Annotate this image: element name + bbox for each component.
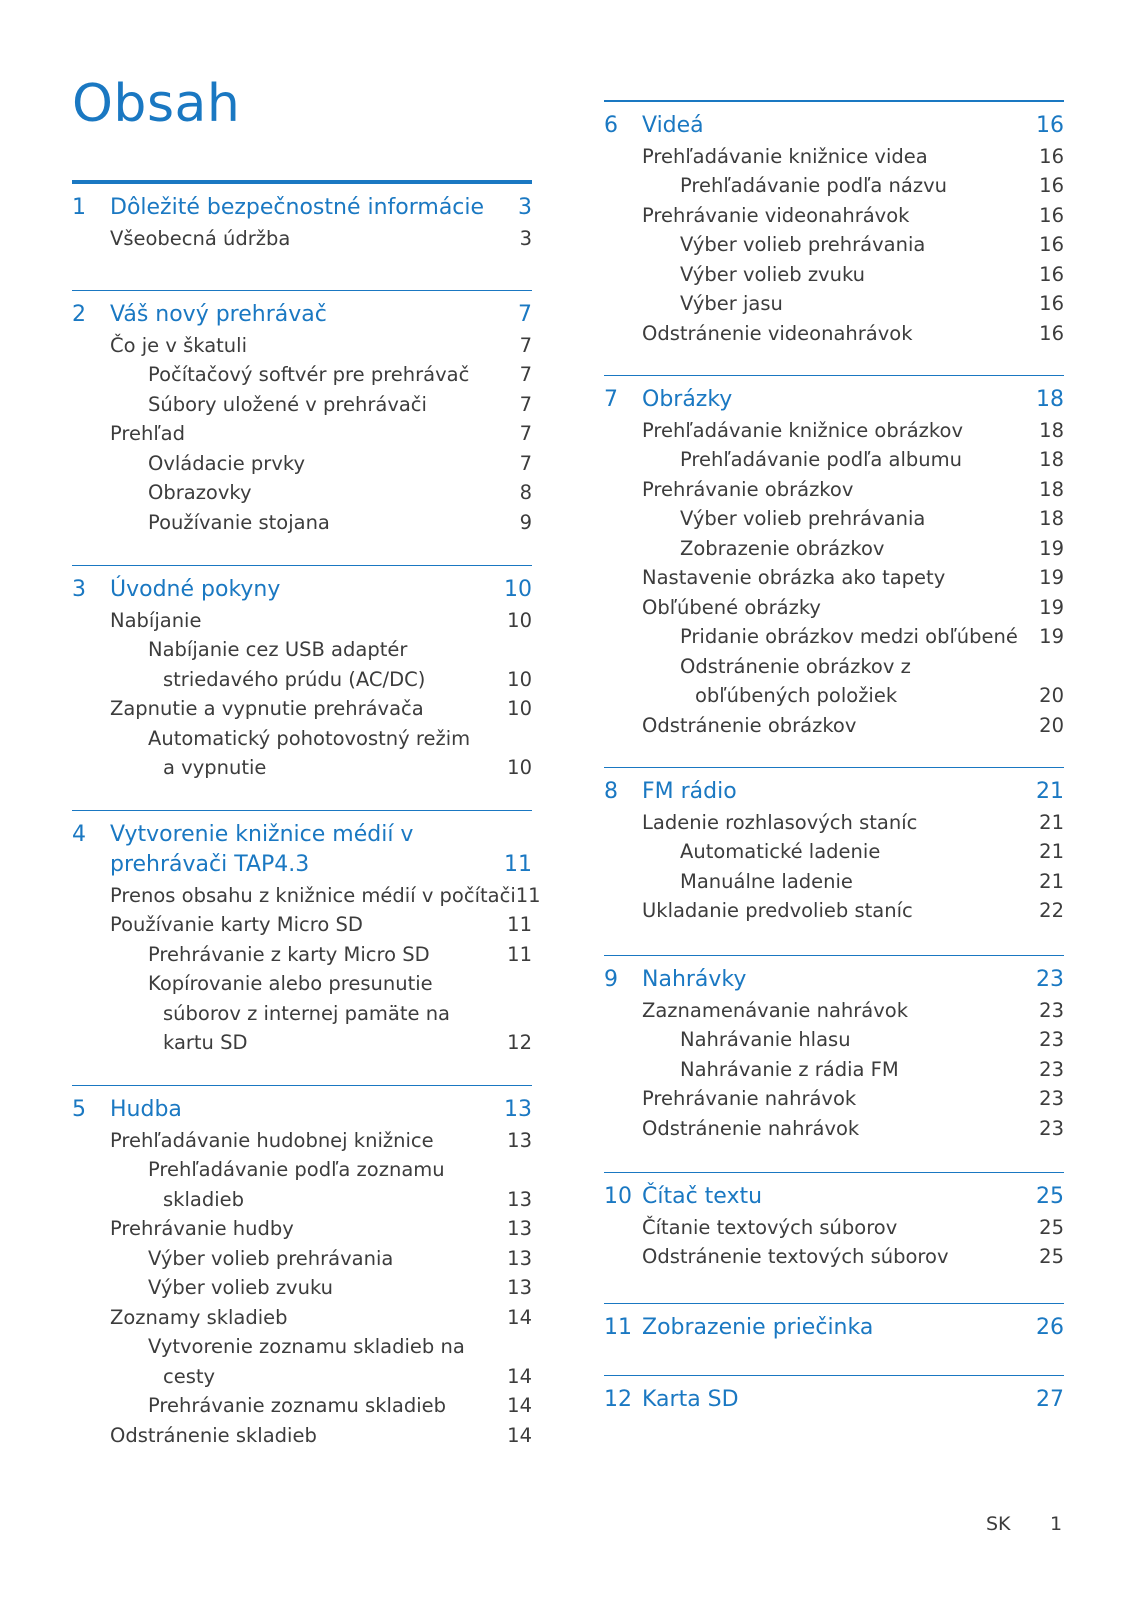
toc-entry[interactable] <box>604 804 1064 834</box>
toc-entry-title: Nastavenie obrázka ako tapety <box>642 566 946 589</box>
chapter-title: Obrázky <box>642 387 733 412</box>
toc-entry[interactable] <box>604 707 1064 737</box>
chapter-number: 3 <box>72 577 86 602</box>
chapter-page-number: 27 <box>1036 1387 1064 1412</box>
toc-subentry-title: a vypnutie <box>163 756 267 779</box>
toc-subentry-title: Používanie stojana <box>148 510 330 534</box>
toc-entry-page-number: 8 <box>519 481 532 504</box>
toc-entry-page-number: 10 <box>507 667 532 691</box>
chapter-title: FM rádio <box>642 779 737 804</box>
toc-entry-page-number: 23 <box>1039 1087 1064 1110</box>
toc-section <box>72 290 532 534</box>
toc-entry[interactable] <box>72 1417 532 1447</box>
toc-entry-page-number: 18 <box>1039 507 1064 530</box>
toc-entry[interactable] <box>604 992 1064 1022</box>
toc-entry-title: Čítanie textových súborov <box>642 1215 898 1239</box>
chapter-heading[interactable] <box>604 774 1064 804</box>
toc-entry[interactable] <box>604 1022 1064 1052</box>
toc-entry[interactable] <box>604 315 1064 345</box>
toc-entry-title: Prehľadávanie knižnice obrázkov <box>642 418 963 442</box>
toc-entry-page-number: 13 <box>507 1187 532 1211</box>
chapter-heading[interactable] <box>604 962 1064 992</box>
toc-entry-title: Prehrávanie obrázkov <box>642 477 854 501</box>
toc-entry-page-number: 7 <box>519 333 532 357</box>
toc-subentry-title: Kopírovanie alebo presunutie <box>148 972 433 995</box>
toc-entry-title: Zoznamy skladieb <box>110 1305 288 1329</box>
toc-subentry-title: kartu SD <box>163 1031 248 1054</box>
toc-entry[interactable] <box>72 661 532 691</box>
toc-subentry-title: Prehľadávanie podľa zoznamu <box>148 1158 445 1181</box>
toc-subentry-title: Obrazovky <box>148 481 252 504</box>
toc-entry[interactable] <box>604 1051 1064 1081</box>
chapter-page-number: 23 <box>1036 967 1064 992</box>
toc-entry-page-number: 7 <box>519 392 532 416</box>
toc-subentry-title: Počítačový softvér pre prehrávač <box>148 363 470 386</box>
toc-entry-page-number: 23 <box>1039 1116 1064 1140</box>
toc-entry-title: Odstránenie obrázkov <box>642 713 857 737</box>
toc-entry-page-number: 18 <box>1039 418 1064 442</box>
chapter-number: 1 <box>72 195 86 220</box>
chapter-heading[interactable] <box>604 108 1064 138</box>
toc-entry-title: Odstránenie skladieb <box>110 1423 317 1447</box>
chapter-title: Váš nový prehrávač <box>110 302 327 327</box>
toc-entry-page-number: 23 <box>1039 1028 1064 1051</box>
toc-subentry-title: Výber volieb prehrávania <box>680 233 926 256</box>
toc-subentry-title: Manuálne ladenie <box>680 869 853 893</box>
toc-entry[interactable] <box>604 863 1064 893</box>
toc-subentry-title: Nabíjanie cez USB adaptér <box>148 638 408 661</box>
chapter-page-number: 16 <box>1036 113 1064 138</box>
toc-entry[interactable] <box>72 907 532 937</box>
chapter-page-number: 21 <box>1036 779 1064 804</box>
footer-language-code: SK <box>986 1513 1011 1535</box>
chapter-title: Úvodné pokyny <box>110 577 281 602</box>
toc-subentry-title: Prehrávanie z karty Micro SD <box>148 942 430 966</box>
toc-entry-page-number: 25 <box>1039 1245 1064 1268</box>
toc-entry[interactable] <box>604 1081 1064 1111</box>
toc-entry-page-number: 16 <box>1039 321 1064 345</box>
toc-entry-page-number: 16 <box>1039 174 1064 197</box>
toc-entry[interactable] <box>72 877 541 907</box>
toc-entry-title: Prehľad <box>110 422 186 445</box>
toc-subentry-title: striedavého prúdu (AC/DC) <box>163 667 426 691</box>
toc-entry[interactable] <box>604 412 1064 442</box>
chapter-heading[interactable] <box>72 847 532 877</box>
toc-entry[interactable] <box>604 834 1064 864</box>
chapter-page-number: 26 <box>1036 1315 1064 1340</box>
page-title: Obsah <box>72 74 241 134</box>
chapter-page-number: 3 <box>518 195 532 220</box>
chapter-heading[interactable] <box>604 1179 1064 1209</box>
chapter-title: Karta SD <box>642 1387 739 1412</box>
toc-section <box>72 1085 532 1447</box>
toc-entry[interactable] <box>604 619 1064 649</box>
toc-entry-page-number: 16 <box>1039 233 1064 256</box>
footer-page-number: 1 <box>1050 1513 1063 1535</box>
toc-entry-page-number: 7 <box>519 363 532 386</box>
toc-entry[interactable] <box>604 893 1064 923</box>
chapter-heading[interactable] <box>72 817 532 847</box>
toc-entry[interactable] <box>604 560 1064 590</box>
toc-entry[interactable] <box>604 442 1064 472</box>
toc-entry-title: Prehrávanie videonahrávok <box>642 203 910 227</box>
chapter-number: 10 <box>604 1184 632 1209</box>
chapter-heading[interactable] <box>604 382 1064 412</box>
toc-entry-page-number: 22 <box>1039 899 1064 922</box>
toc-entry-title: Prehľadávanie knižnice videa <box>642 144 928 168</box>
toc-subentry-title: Pridanie obrázkov medzi obľúbené <box>680 625 1018 648</box>
toc-entry[interactable] <box>72 386 532 416</box>
toc-entry[interactable] <box>604 227 1064 257</box>
chapter-number: 7 <box>604 387 618 412</box>
toc-subentry-title: Výber volieb prehrávania <box>148 1246 394 1270</box>
chapter-title: Zobrazenie priečinka <box>642 1315 874 1340</box>
toc-subentry-title: Automatické ladenie <box>680 840 881 863</box>
chapter-number: 8 <box>604 779 618 804</box>
toc-entry-page-number: 10 <box>507 608 532 632</box>
toc-section <box>604 1172 1064 1268</box>
toc-entry-title: Zapnutie a vypnutie prehrávača <box>110 697 424 720</box>
toc-entry-page-number: 16 <box>1039 203 1064 227</box>
toc-entry-page-number: 14 <box>507 1394 532 1417</box>
toc-entry-page-number: 19 <box>1039 595 1064 619</box>
toc-entry-page-number: 13 <box>507 1276 532 1299</box>
toc-entry-page-number: 19 <box>1039 566 1064 589</box>
chapter-title: Čítač textu <box>642 1184 763 1209</box>
toc-entry[interactable] <box>604 138 1064 168</box>
toc-entry[interactable] <box>604 1239 1064 1269</box>
toc-entry[interactable] <box>72 1388 532 1418</box>
toc-entry-page-number: 16 <box>1039 292 1064 315</box>
toc-entry-title: Obľúbené obrázky <box>642 595 821 619</box>
toc-entry-title: Prehrávanie hudby <box>110 1217 294 1240</box>
toc-entry[interactable] <box>72 1240 532 1270</box>
toc-entry-page-number: 21 <box>1039 810 1064 834</box>
toc-entry[interactable] <box>604 1110 1064 1140</box>
toc-subentry-title: Ovládacie prvky <box>148 451 305 475</box>
toc-entry-page-number: 18 <box>1039 477 1064 501</box>
toc-entry-page-number: 21 <box>1039 840 1064 863</box>
toc-entry-page-number: 13 <box>507 1217 532 1240</box>
toc-entry-page-number: 20 <box>1039 684 1064 707</box>
toc-entry-page-number: 14 <box>507 1305 532 1329</box>
toc-entry-page-number: 19 <box>1039 625 1064 648</box>
chapter-title: Dôležité bezpečnostné informácie <box>110 195 485 220</box>
chapter-title: Videá <box>642 113 704 138</box>
toc-entry[interactable] <box>72 632 532 662</box>
toc-entry[interactable] <box>604 168 1064 198</box>
toc-entry[interactable] <box>72 1358 532 1388</box>
chapter-page-number: 7 <box>518 302 532 327</box>
toc-entry-page-number: 19 <box>1039 536 1064 560</box>
toc-subentry-title: Prehrávanie zoznamu skladieb <box>148 1394 447 1417</box>
toc-subentry-title: Prehľadávanie podľa názvu <box>680 174 948 197</box>
toc-entry[interactable] <box>72 327 532 357</box>
chapter-number: 11 <box>604 1315 632 1340</box>
toc-entry-page-number: 13 <box>507 1128 532 1152</box>
toc-subentry-title: súborov z internej pamäte na <box>163 1001 451 1025</box>
toc-entry[interactable] <box>72 691 532 721</box>
toc-entry-title: Odstránenie videonahrávok <box>642 321 913 345</box>
toc-entry-title: Odstránenie nahrávok <box>642 1116 860 1140</box>
chapter-number: 9 <box>604 967 618 992</box>
toc-entry-page-number: 23 <box>1039 1057 1064 1081</box>
toc-entry[interactable] <box>72 602 532 632</box>
toc-entry[interactable] <box>72 1329 532 1359</box>
toc-entry[interactable] <box>604 286 1064 316</box>
toc-subentry-title: Výber volieb zvuku <box>680 262 866 286</box>
chapter-heading[interactable] <box>604 1382 1064 1412</box>
toc-entry[interactable] <box>72 416 532 446</box>
toc-subentry-title: Odstránenie obrázkov z <box>680 654 911 678</box>
toc-entry[interactable] <box>72 966 532 996</box>
toc-subentry-title: Výber jasu <box>680 292 783 315</box>
toc-entry-page-number: 23 <box>1039 998 1064 1022</box>
toc-entry[interactable] <box>72 1152 532 1182</box>
toc-entry[interactable] <box>604 678 1064 708</box>
chapter-page-number: 13 <box>504 1097 532 1122</box>
toc-entry-title: Prehrávanie nahrávok <box>642 1087 857 1110</box>
chapter-number: 12 <box>604 1387 632 1412</box>
toc-subentry-title: Nahrávanie z rádia FM <box>680 1057 899 1081</box>
toc-entry[interactable] <box>72 475 532 505</box>
toc-entry-page-number: 10 <box>507 756 532 779</box>
chapter-title: Vytvorenie knižnice médií v <box>110 822 414 847</box>
chapter-number: 4 <box>72 822 86 847</box>
toc-subentry-title: Vytvorenie zoznamu skladieb na <box>148 1335 465 1358</box>
toc-subentry-title: cesty <box>163 1364 216 1388</box>
toc-entry-title: Čo je v škatuli <box>110 333 247 357</box>
toc-subentry-title: Zobrazenie obrázkov <box>680 536 885 560</box>
toc-entry-title: Používanie karty Micro SD <box>110 913 363 936</box>
toc-subentry-title: obľúbených položiek <box>695 684 898 707</box>
toc-section <box>604 955 1064 1140</box>
toc-entry-page-number: 21 <box>1039 869 1064 893</box>
toc-entry-page-number: 16 <box>1039 144 1064 168</box>
chapter-page-number: 18 <box>1036 387 1064 412</box>
toc-section <box>72 180 532 250</box>
chapter-page-number: 11 <box>504 852 532 877</box>
toc-entry-page-number: 9 <box>519 510 532 534</box>
toc-entry[interactable] <box>72 1299 532 1329</box>
toc-entry[interactable] <box>604 1209 1064 1239</box>
chapter-heading[interactable] <box>72 297 532 327</box>
chapter-number: 6 <box>604 113 618 138</box>
chapter-number: 5 <box>72 1097 86 1122</box>
toc-entry[interactable] <box>604 648 1064 678</box>
chapter-heading[interactable] <box>72 190 532 220</box>
toc-section <box>604 767 1064 922</box>
toc-entry[interactable] <box>72 720 532 750</box>
toc-entry-page-number: 18 <box>1039 448 1064 471</box>
toc-entry-page-number: 14 <box>507 1423 532 1447</box>
toc-entry-title: Nabíjanie <box>110 608 202 632</box>
toc-entry-title: Prenos obsahu z knižnice médií v počítači <box>110 883 516 907</box>
toc-entry-title: Ladenie rozhlasových staníc <box>642 810 918 834</box>
toc-entry-title: Zaznamenávanie nahrávok <box>642 998 909 1022</box>
toc-entry[interactable] <box>604 530 1064 560</box>
toc-entry[interactable] <box>604 501 1064 531</box>
toc-entry[interactable] <box>72 1181 532 1211</box>
toc-entry-page-number: 11 <box>515 883 541 907</box>
toc-entry[interactable] <box>72 1270 532 1300</box>
toc-entry-page-number: 25 <box>1039 1215 1064 1239</box>
chapter-title: prehrávači TAP4.3 <box>110 852 310 877</box>
toc-entry-page-number: 7 <box>519 451 532 475</box>
toc-entry-page-number: 13 <box>507 1246 532 1270</box>
toc-entry-page-number: 11 <box>507 913 532 936</box>
chapter-heading[interactable] <box>72 1092 532 1122</box>
toc-entry[interactable] <box>72 936 532 966</box>
chapter-page-number: 10 <box>504 577 532 602</box>
toc-entry[interactable] <box>72 445 532 475</box>
toc-section <box>604 375 1064 737</box>
toc-section <box>604 100 1064 345</box>
toc-section <box>604 1303 1064 1340</box>
toc-entry-page-number: 12 <box>507 1031 532 1054</box>
chapter-page-number: 25 <box>1036 1184 1064 1209</box>
toc-subentry-title: Výber volieb prehrávania <box>680 507 926 530</box>
toc-subentry-title: Nahrávanie hlasu <box>680 1028 851 1051</box>
toc-section <box>604 1375 1064 1412</box>
toc-entry[interactable] <box>72 357 532 387</box>
toc-entry[interactable] <box>604 471 1064 501</box>
toc-entry[interactable] <box>72 995 532 1025</box>
toc-entry-title: Odstránenie textových súborov <box>642 1245 949 1268</box>
chapter-heading[interactable] <box>72 572 532 602</box>
toc-entry-page-number: 14 <box>507 1364 532 1388</box>
toc-subentry-title: Výber volieb zvuku <box>148 1276 334 1299</box>
toc-entry[interactable] <box>604 256 1064 286</box>
toc-entry[interactable] <box>72 750 532 780</box>
toc-entry[interactable] <box>604 197 1064 227</box>
toc-entry-page-number: 11 <box>507 942 532 966</box>
toc-section <box>72 565 532 779</box>
toc-subentry-title: Súbory uložené v prehrávači <box>148 392 427 416</box>
chapter-number: 2 <box>72 302 86 327</box>
toc-entry-page-number: 7 <box>519 422 532 445</box>
toc-entry-page-number: 20 <box>1039 713 1064 737</box>
toc-entry-title: Všeobecná údržba <box>110 226 291 250</box>
toc-entry[interactable] <box>72 1211 532 1241</box>
toc-entry[interactable] <box>604 589 1064 619</box>
toc-entry-title: Ukladanie predvolieb staníc <box>642 899 913 922</box>
toc-entry[interactable] <box>72 1122 532 1152</box>
toc-entry-page-number: 10 <box>507 697 532 720</box>
toc-subentry-title: skladieb <box>163 1187 244 1211</box>
toc-entry-page-number: 16 <box>1039 262 1064 286</box>
chapter-title: Nahrávky <box>642 967 747 992</box>
chapter-title: Hudba <box>110 1097 182 1122</box>
chapter-heading[interactable] <box>604 1310 1064 1340</box>
toc-entry-title: Prehľadávanie hudobnej knižnice <box>110 1128 434 1152</box>
toc-subentry-title: Prehľadávanie podľa albumu <box>680 448 963 471</box>
toc-entry[interactable] <box>72 220 532 250</box>
toc-entry[interactable] <box>72 1025 532 1055</box>
toc-section <box>72 810 541 1054</box>
toc-entry-page-number: 3 <box>519 226 532 250</box>
toc-entry[interactable] <box>72 504 532 534</box>
toc-subentry-title: Automatický pohotovostný režim <box>148 726 471 750</box>
